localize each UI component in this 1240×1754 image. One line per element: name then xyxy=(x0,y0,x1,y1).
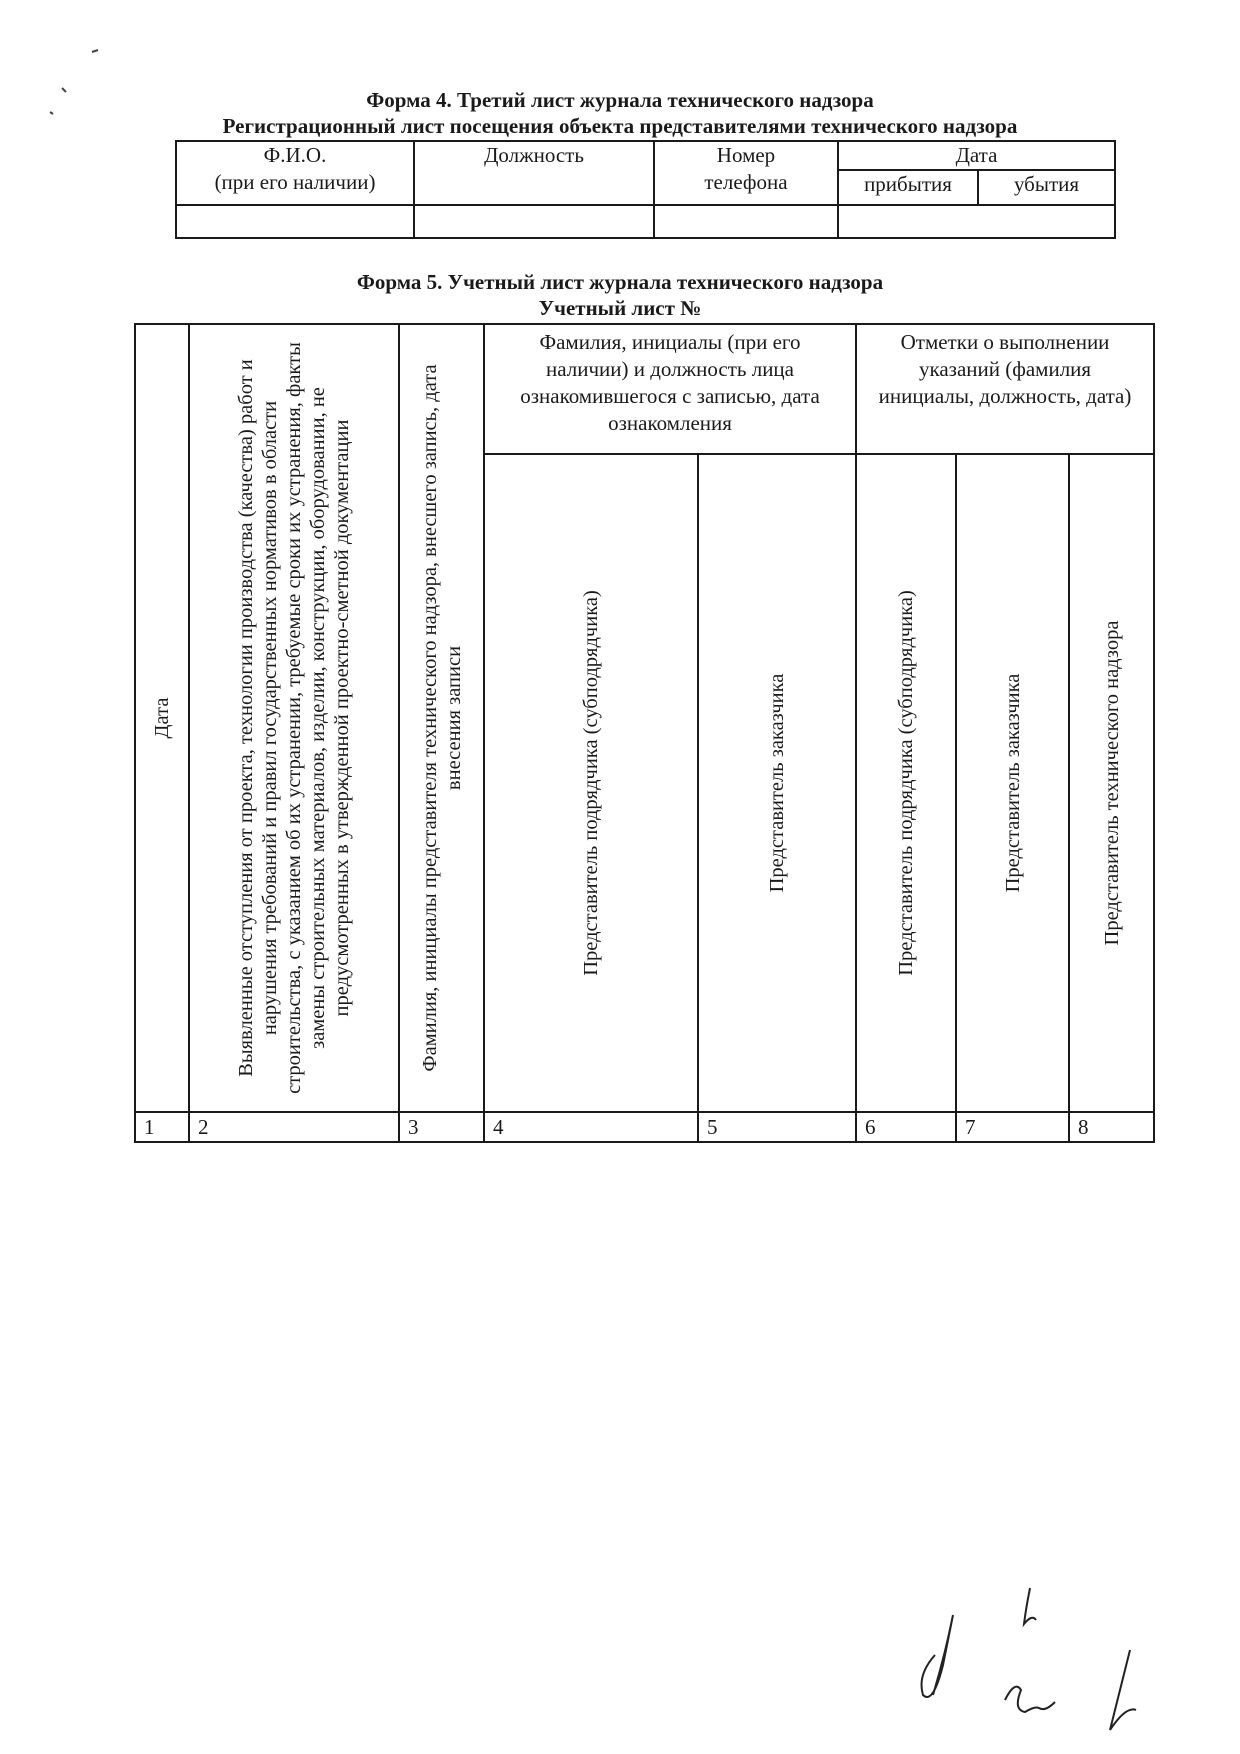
header-fio-line2: (при его наличии) xyxy=(214,170,376,194)
header-departure: убытия xyxy=(978,170,1115,205)
header-col5-label: Представитель заказчика xyxy=(766,673,788,893)
column-number: 7 xyxy=(956,1112,1069,1142)
header-col2-label: Выявленные отступления от проекта, технологии производства (качества) работ и нарушения требований и правил государственных нормативов в области строительства, с указанием об их устранении, требуемые сроки их устранения, факты замены строительных материалов, изделии, конструкции, оборудовании, не предусмотренных в утвержденной проектно-сметной документации xyxy=(235,342,353,1094)
header-phone-line1: Номер xyxy=(716,143,776,167)
header-col6 xyxy=(856,454,956,1112)
header-group-familiarized xyxy=(484,324,856,454)
header-fio xyxy=(176,141,414,205)
header-col3 xyxy=(399,324,484,1112)
empty-cell xyxy=(414,205,654,238)
header-date: Дата xyxy=(838,141,1115,170)
column-number: 5 xyxy=(698,1112,856,1142)
form5-subtitle: Учетный лист № xyxy=(538,296,702,320)
header-group-marks-label: Отметки о выполнении указаний (фамилия инициалы, должность, дата) xyxy=(878,330,1132,408)
registration-table xyxy=(175,140,1116,239)
header-position xyxy=(414,141,654,205)
column-number: 2 xyxy=(189,1112,399,1142)
header-position-label: Должность xyxy=(484,143,584,167)
header-col7-label: Представитель заказчика xyxy=(1001,673,1024,893)
header-col8-label: Представитель технического надзора xyxy=(1100,620,1123,946)
header-col1-label: Дата xyxy=(151,697,173,739)
form5-title: Форма 5. Учетный лист журнала технического надзора xyxy=(356,270,884,294)
header-col7 xyxy=(956,454,1069,1112)
header-group-familiarized-label: Фамилия, инициалы (при его наличии) и должность лица ознакомившегося с записью, дата ознакомления xyxy=(520,330,820,435)
empty-cell xyxy=(838,205,1115,238)
column-number: 3 xyxy=(399,1112,484,1142)
column-number: 4 xyxy=(484,1112,698,1142)
header-col4 xyxy=(484,454,698,1112)
header-col1 xyxy=(135,324,189,1112)
header-col4-label: Представитель подрядчика (субподрядчика) xyxy=(580,590,602,976)
form4-subtitle: Регистрационный лист посещения объекта представителями технического надзора xyxy=(222,114,1018,138)
account-table xyxy=(134,323,1155,1143)
header-phone-line2: телефона xyxy=(704,170,788,194)
column-number: 1 xyxy=(135,1112,189,1142)
header-col6-label: Представитель подрядчика (субподрядчика) xyxy=(895,590,918,976)
header-col2 xyxy=(189,324,399,1112)
header-group-marks xyxy=(856,324,1154,454)
header-col8 xyxy=(1069,454,1154,1112)
column-number: 6 xyxy=(856,1112,956,1142)
column-number: 8 xyxy=(1069,1112,1154,1142)
form4-title: Форма 4. Третий лист журнала технического надзора xyxy=(366,88,874,112)
empty-cell xyxy=(176,205,414,238)
header-col5 xyxy=(698,454,856,1112)
header-fio-line1: Ф.И.О. xyxy=(263,143,327,167)
header-phone xyxy=(654,141,838,205)
empty-cell xyxy=(654,205,838,238)
header-arrival: прибытия xyxy=(838,170,978,205)
header-col3-label: Фамилия, инициалы представителя технического надзора, внесшего запись, дата внесения записи xyxy=(418,364,465,1072)
